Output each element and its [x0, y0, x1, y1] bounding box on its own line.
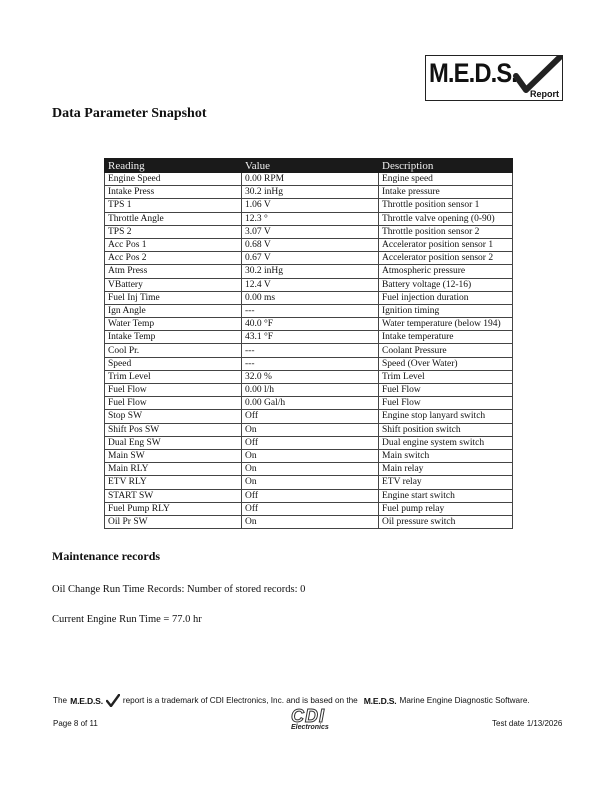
table-row: [105, 186, 513, 199]
table-row: [105, 357, 513, 370]
cdi-electronics-logo: [285, 708, 343, 734]
cell-description: Engine stop lanyard switch: [379, 410, 513, 423]
table-row: [105, 502, 513, 515]
page-number: Page 8 of 11: [53, 719, 98, 728]
table-row: [105, 291, 513, 304]
table-body: [105, 173, 513, 529]
cell-reading: Water Temp: [105, 318, 242, 331]
cell-value: On: [242, 515, 379, 528]
cell-description: Trim Level: [379, 370, 513, 383]
cell-reading: Main SW: [105, 449, 242, 462]
table-row: [105, 423, 513, 436]
cell-value: 43.1 °F: [242, 331, 379, 344]
footer-meds-mark: M.E.D.S.: [70, 695, 103, 706]
page-title: Data Parameter Snapshot: [52, 106, 207, 121]
cell-description: Speed (Over Water): [379, 357, 513, 370]
cell-reading: Fuel Inj Time: [105, 291, 242, 304]
cell-value: 30.2 inHg: [242, 186, 379, 199]
cell-reading: START SW: [105, 489, 242, 502]
engine-run-time: Current Engine Run Time = 77.0 hr: [52, 614, 202, 625]
cell-value: 3.07 V: [242, 225, 379, 238]
cdi-logo-text: CDI: [291, 706, 325, 726]
cell-value: 0.00 l/h: [242, 384, 379, 397]
cell-description: Main relay: [379, 463, 513, 476]
cell-value: 0.00 RPM: [242, 173, 379, 186]
cell-reading: VBattery: [105, 278, 242, 291]
table-row: [105, 449, 513, 462]
cell-description: Intake temperature: [379, 331, 513, 344]
column-header-reading: Reading: [105, 159, 242, 173]
cell-value: 40.0 °F: [242, 318, 379, 331]
cell-value: Off: [242, 489, 379, 502]
cell-value: On: [242, 449, 379, 462]
footer-meds-mark-2: M.E.D.S.: [363, 695, 397, 706]
cell-value: 0.68 V: [242, 238, 379, 251]
cell-value: 30.2 inHg: [242, 265, 379, 278]
cell-description: Water temperature (below 194): [379, 318, 513, 331]
cell-reading: Atm Press: [105, 265, 242, 278]
table-row: [105, 278, 513, 291]
table-row: [105, 238, 513, 251]
cell-value: 12.4 V: [242, 278, 379, 291]
table-row: [105, 489, 513, 502]
column-header-description: Description: [379, 159, 513, 173]
cell-reading: Ign Angle: [105, 304, 242, 317]
table-row: [105, 304, 513, 317]
cell-reading: Stop SW: [105, 410, 242, 423]
cell-description: ETV relay: [379, 476, 513, 489]
cell-reading: TPS 2: [105, 225, 242, 238]
cell-description: Battery voltage (12-16): [379, 278, 513, 291]
table-row: [105, 331, 513, 344]
cell-value: 0.67 V: [242, 252, 379, 265]
cell-value: 12.3 °: [242, 212, 379, 225]
cell-value: 1.06 V: [242, 199, 379, 212]
cell-reading: Speed: [105, 357, 242, 370]
cell-value: ---: [242, 357, 379, 370]
cell-description: Shift position switch: [379, 423, 513, 436]
table-row: [105, 410, 513, 423]
table-row: [105, 436, 513, 449]
oil-change-records: Oil Change Run Time Records: Number of stored records: 0: [52, 584, 306, 595]
table-row: [105, 384, 513, 397]
cell-reading: Oil Pr SW: [105, 515, 242, 528]
cell-description: Fuel Flow: [379, 384, 513, 397]
table-row: [105, 173, 513, 186]
cell-reading: Acc Pos 1: [105, 238, 242, 251]
table-row: [105, 515, 513, 528]
data-parameter-table: [104, 158, 513, 529]
footer-prefix: The: [53, 696, 68, 705]
cell-reading: Trim Level: [105, 370, 242, 383]
cell-value: Off: [242, 410, 379, 423]
footer-middle: report is a trademark of CDI Electronics, Inc. and is based on the: [122, 696, 358, 705]
cell-description: Accelerator position sensor 1: [379, 238, 513, 251]
cell-reading: Intake Temp: [105, 331, 242, 344]
cell-description: Oil pressure switch: [379, 515, 513, 528]
table-row: [105, 463, 513, 476]
table-row: [105, 397, 513, 410]
cell-description: Fuel injection duration: [379, 291, 513, 304]
cell-description: Atmospheric pressure: [379, 265, 513, 278]
cell-value: On: [242, 463, 379, 476]
cell-description: Throttle position sensor 2: [379, 225, 513, 238]
footer-suffix: Marine Engine Diagnostic Software.: [399, 696, 530, 705]
cell-description: Throttle position sensor 1: [379, 199, 513, 212]
cell-description: Fuel pump relay: [379, 502, 513, 515]
cell-value: On: [242, 423, 379, 436]
footer-checkmark-icon: [106, 694, 120, 707]
cell-description: Intake pressure: [379, 186, 513, 199]
logo-report-text: Report: [530, 89, 559, 99]
cell-description: Ignition timing: [379, 304, 513, 317]
table-row: [105, 225, 513, 238]
cell-reading: Fuel Flow: [105, 384, 242, 397]
cell-value: On: [242, 476, 379, 489]
cell-value: 32.0 %: [242, 370, 379, 383]
maintenance-heading: Maintenance records: [52, 549, 161, 563]
table-row: [105, 318, 513, 331]
cell-reading: ETV RLY: [105, 476, 242, 489]
cell-reading: Acc Pos 2: [105, 252, 242, 265]
cell-value: Off: [242, 436, 379, 449]
table-row: [105, 265, 513, 278]
cell-reading: Shift Pos SW: [105, 423, 242, 436]
table-row: [105, 344, 513, 357]
cell-reading: Main RLY: [105, 463, 242, 476]
table-row: [105, 199, 513, 212]
table-row: [105, 476, 513, 489]
cell-description: Main switch: [379, 449, 513, 462]
cell-reading: Dual Eng SW: [105, 436, 242, 449]
meds-report-logo: [425, 55, 563, 101]
table-header-row: [105, 159, 513, 173]
cell-description: Accelerator position sensor 2: [379, 252, 513, 265]
cell-reading: Intake Press: [105, 186, 242, 199]
test-date: Test date 1/13/2026: [492, 719, 563, 728]
cell-description: Coolant Pressure: [379, 344, 513, 357]
cell-value: ---: [242, 344, 379, 357]
cell-reading: Fuel Pump RLY: [105, 502, 242, 515]
cell-description: Throttle valve opening (0-90): [379, 212, 513, 225]
cell-value: ---: [242, 304, 379, 317]
table-row: [105, 252, 513, 265]
cell-description: Engine start switch: [379, 489, 513, 502]
cell-value: 0.00 Gal/h: [242, 397, 379, 410]
cdi-logo-sub: Electronics: [291, 724, 329, 731]
cell-reading: Throttle Angle: [105, 212, 242, 225]
cell-reading: Cool Pr.: [105, 344, 242, 357]
cell-description: Dual engine system switch: [379, 436, 513, 449]
column-header-value: Value: [242, 159, 379, 173]
logo-text: M.E.D.S.: [429, 58, 518, 88]
cell-reading: TPS 1: [105, 199, 242, 212]
cell-description: Fuel Flow: [379, 397, 513, 410]
cell-description: Engine speed: [379, 173, 513, 186]
cell-reading: Fuel Flow: [105, 397, 242, 410]
table-row: [105, 370, 513, 383]
cell-reading: Engine Speed: [105, 173, 242, 186]
cell-value: 0.00 ms: [242, 291, 379, 304]
cell-value: Off: [242, 502, 379, 515]
table-row: [105, 212, 513, 225]
